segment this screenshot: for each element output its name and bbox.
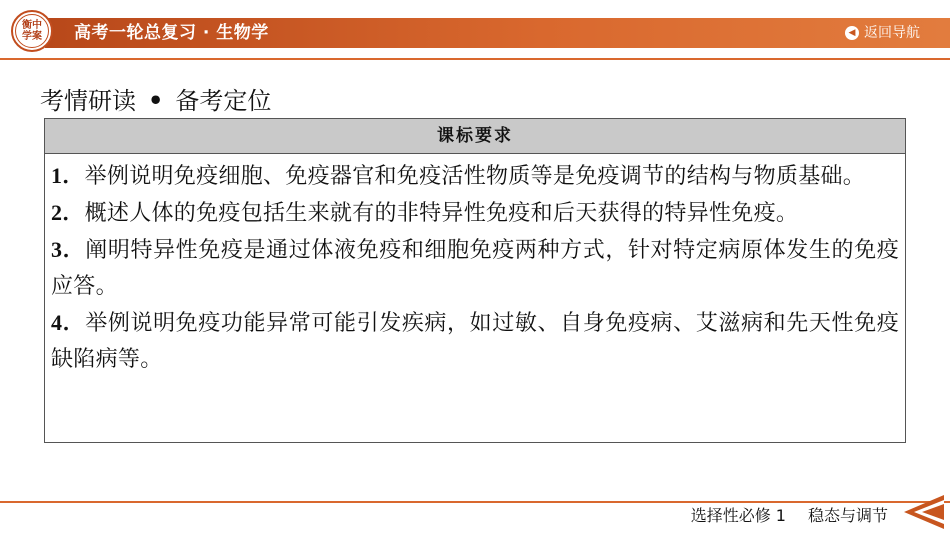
header [0, 0, 950, 60]
logo-line-2: 学案 [22, 31, 42, 42]
requirement-text: 概述人体的免疫包括生来就有的非特异性免疫和后天获得的特异性免疫。 [84, 201, 799, 226]
back-to-nav-button[interactable] [845, 21, 920, 45]
requirement-item-1 [51, 158, 899, 195]
header-title: 高考一轮总复习 · 生物学 [74, 23, 269, 43]
next-page-chevron-icon[interactable] [900, 493, 944, 531]
logo-seal [15, 14, 49, 48]
footer-text [691, 504, 888, 528]
logo-line-1: 衡中 [22, 20, 42, 31]
logo [11, 10, 53, 52]
requirement-text: 举例说明免疫细胞、免疫器官和免疫活性物质等是免疫调节的结构与物质基础。 [84, 164, 866, 189]
requirement-item-4 [51, 305, 899, 378]
requirement-item-3 [51, 232, 899, 305]
section-title [40, 86, 271, 116]
curriculum-requirements-table [44, 118, 906, 443]
back-arrow-icon: ◀ [845, 26, 859, 40]
requirement-text: 阐明特异性免疫是通过体液免疫和细胞免疫两种方式，针对特定病原体发生的免疫应答。 [51, 238, 899, 299]
footer-divider [0, 501, 950, 503]
section-title-right: 备考定位 [175, 87, 272, 115]
section-title-left: 考情研读 [40, 87, 136, 115]
table-header: 课标要求 [45, 119, 905, 154]
logo-text [22, 20, 42, 42]
header-divider [0, 58, 950, 60]
footer-course: 选择性必修 1 [690, 506, 786, 525]
section-title-dot: • [148, 86, 164, 115]
requirement-number: 1． [51, 163, 85, 188]
table-body [45, 154, 905, 378]
back-to-nav-label: 返回导航 [864, 25, 920, 41]
requirement-number: 2． [51, 200, 85, 225]
requirement-number: 3． [51, 237, 86, 262]
requirement-text: 举例说明免疫功能异常可能引发疾病，如过敏、自身免疫病、艾滋病和先天性免疫缺陷病等。 [51, 311, 899, 372]
requirement-number: 4． [51, 310, 86, 335]
footer-unit: 稳态与调节 [807, 506, 888, 525]
requirement-item-2 [51, 195, 899, 232]
